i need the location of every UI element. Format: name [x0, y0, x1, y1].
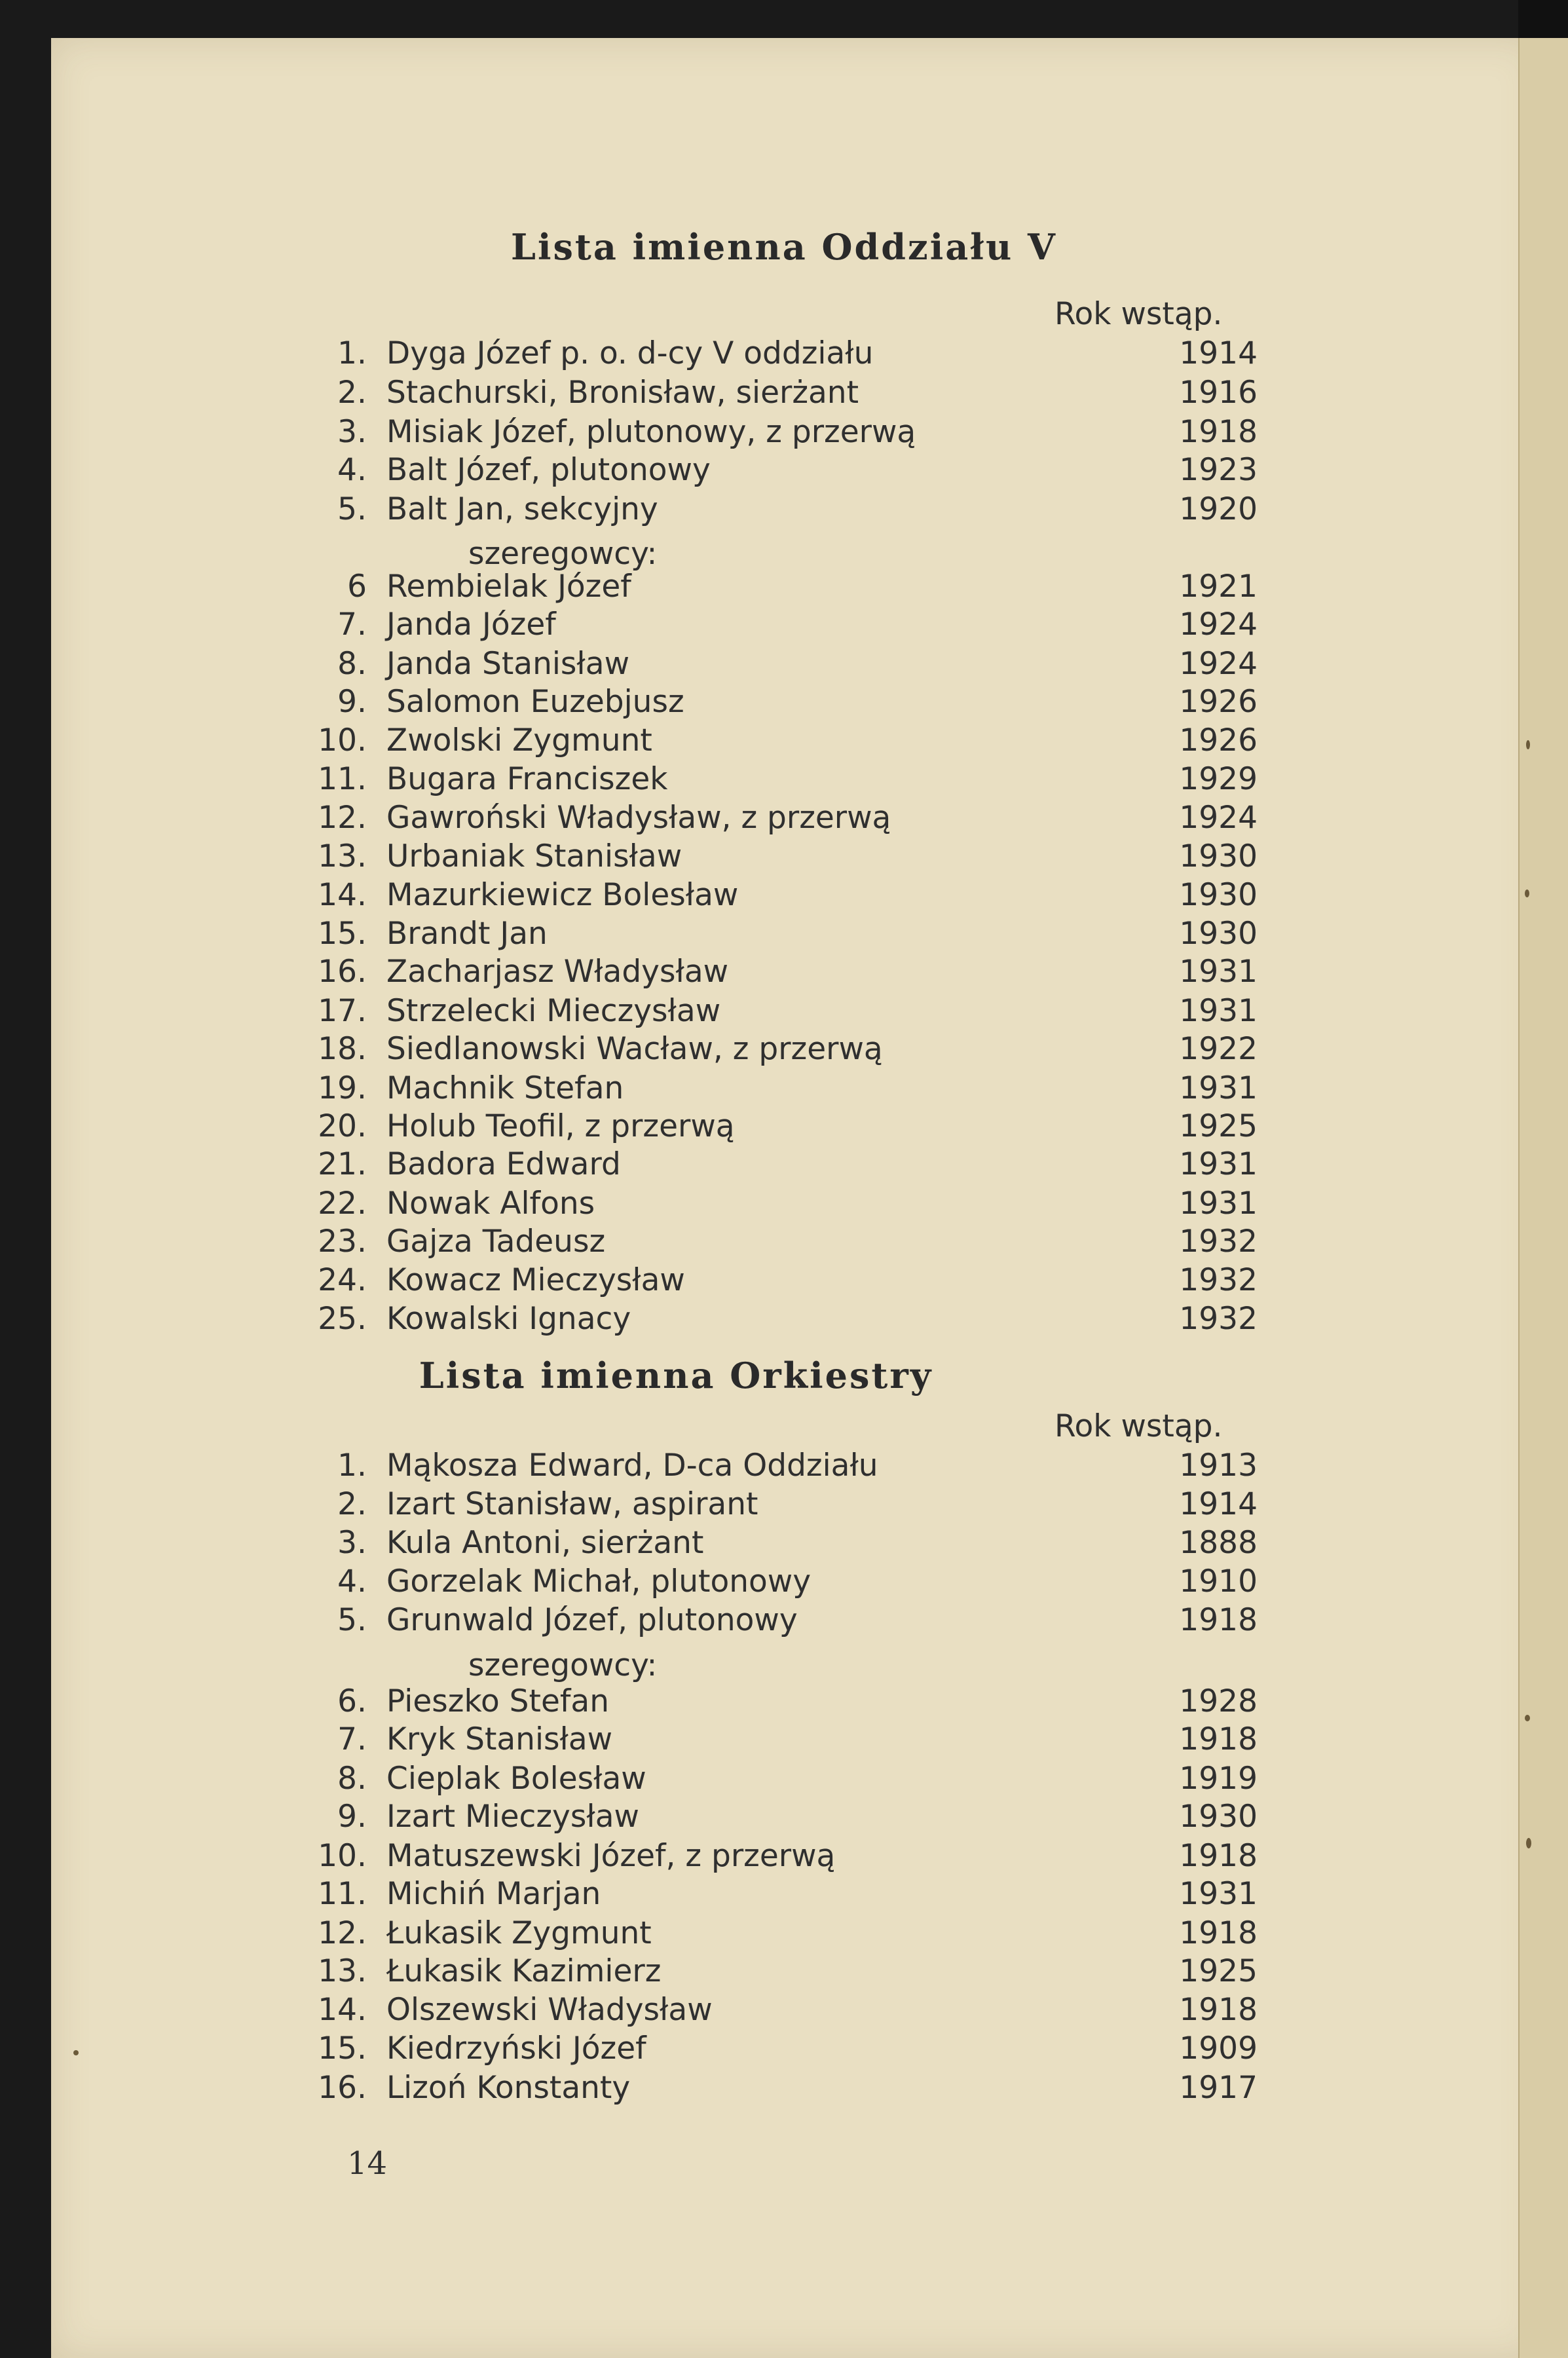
list-item — [288, 1992, 1258, 2030]
member-name: Gorzelak Michał, plutonowy — [386, 1563, 812, 1600]
member-name: Pieszko Stefan — [386, 1683, 609, 1719]
member-name: Janda Józef — [386, 607, 556, 643]
year-joined: 1926 — [1179, 684, 1258, 720]
item-number: 3. — [337, 414, 367, 450]
member-name: Janda Stanisław — [386, 646, 630, 682]
member-name: Kryk Stanisław — [386, 1721, 613, 1757]
item-number: 24. — [318, 1262, 367, 1298]
member-name: Kula Antoni, sierżant — [386, 1525, 704, 1561]
list-item — [288, 2030, 1258, 2069]
year-joined: 1931 — [1179, 1146, 1258, 1182]
item-number: 14. — [318, 1992, 367, 2028]
list-item — [288, 335, 1258, 374]
section1-subheading: szeregowcy: — [468, 536, 658, 572]
item-number: 2. — [337, 1486, 367, 1522]
list-item — [288, 761, 1258, 800]
year-joined: 1925 — [1179, 1108, 1258, 1144]
member-name: Nowak Alfons — [386, 1186, 595, 1222]
list-item — [288, 1602, 1258, 1641]
year-joined: 1909 — [1179, 2030, 1258, 2067]
item-number: 18. — [318, 1031, 367, 1067]
member-name: Grunwald Józef, plutonowy — [386, 1602, 798, 1638]
list-item — [288, 1486, 1258, 1525]
list-item — [288, 684, 1258, 722]
year-joined: 1914 — [1179, 1486, 1258, 1522]
year-joined: 1918 — [1179, 1915, 1258, 1951]
member-name: Bugara Franciszek — [386, 761, 668, 797]
list-item — [288, 1146, 1258, 1185]
item-number: 20. — [318, 1108, 367, 1144]
item-number: 15. — [318, 2030, 367, 2067]
scan-speck — [73, 2050, 79, 2055]
list-item — [288, 954, 1258, 992]
section2-year-header: Rok wstąp. — [1055, 1408, 1223, 1444]
member-name: Lizoń Konstanty — [386, 2070, 631, 2106]
list-item — [288, 1563, 1258, 1602]
list-item — [288, 414, 1258, 453]
member-name: Gajza Tadeusz — [386, 1224, 606, 1260]
item-number: 22. — [318, 1186, 367, 1222]
list-item — [288, 1224, 1258, 1262]
scan-speck — [1525, 889, 1529, 897]
scan-speck — [1525, 1715, 1530, 1721]
item-number: 5. — [337, 491, 367, 527]
year-joined: 1918 — [1179, 1838, 1258, 1874]
member-name: Strzelecki Mieczysław — [386, 993, 721, 1029]
item-number: 13. — [318, 1953, 367, 1989]
member-name: Zacharjasz Władysław — [386, 954, 729, 990]
scan-background — [1518, 0, 1568, 38]
list-item — [288, 569, 1258, 607]
item-number: 11. — [318, 761, 367, 797]
list-item — [288, 1070, 1258, 1109]
section2-title: Lista imienna Orkiestry — [419, 1355, 933, 1396]
list-item — [288, 1876, 1258, 1915]
member-name: Balt Józef, plutonowy — [386, 452, 711, 488]
year-joined: 1932 — [1179, 1262, 1258, 1298]
scan-speck — [1526, 740, 1530, 749]
list-item — [288, 1799, 1258, 1837]
year-joined: 1918 — [1179, 1602, 1258, 1638]
list-item — [288, 1448, 1258, 1486]
year-joined: 1930 — [1179, 877, 1258, 913]
year-joined: 1924 — [1179, 607, 1258, 643]
member-name: Rembielak Józef — [386, 569, 631, 605]
year-joined: 1888 — [1179, 1525, 1258, 1561]
list-item — [288, 646, 1258, 684]
list-item — [288, 491, 1258, 530]
list-item — [288, 452, 1258, 491]
list-item — [288, 1301, 1258, 1339]
year-joined: 1932 — [1179, 1224, 1258, 1260]
member-name: Łukasik Kazimierz — [386, 1953, 662, 1989]
item-number: 12. — [318, 800, 367, 836]
item-number: 10. — [318, 722, 367, 758]
member-name: Kowacz Mieczysław — [386, 1262, 685, 1298]
member-name: Balt Jan, sekcyjny — [386, 491, 658, 527]
item-number: 8. — [337, 646, 367, 682]
page-number: 14 — [347, 2145, 388, 2182]
year-joined: 1925 — [1179, 1953, 1258, 1989]
year-joined: 1930 — [1179, 838, 1258, 874]
item-number: 7. — [337, 1721, 367, 1757]
year-joined: 1922 — [1179, 1031, 1258, 1067]
year-joined: 1914 — [1179, 335, 1258, 371]
year-joined: 1931 — [1179, 1876, 1258, 1912]
item-number: 4. — [337, 1563, 367, 1600]
item-number: 8. — [337, 1761, 367, 1797]
item-number: 6 — [347, 569, 367, 605]
list-item — [288, 800, 1258, 838]
item-number: 21. — [318, 1146, 367, 1182]
item-number: 14. — [318, 877, 367, 913]
member-name: Stachurski, Bronisław, sierżant — [386, 375, 859, 411]
item-number: 6. — [337, 1683, 367, 1719]
list-item — [288, 2070, 1258, 2108]
list-item — [288, 1031, 1258, 1070]
member-name: Misiak Józef, plutonowy, z przerwą — [386, 414, 916, 450]
item-number: 11. — [318, 1876, 367, 1912]
year-joined: 1929 — [1179, 761, 1258, 797]
year-joined: 1931 — [1179, 993, 1258, 1029]
member-name: Łukasik Zygmunt — [386, 1915, 652, 1951]
item-number: 13. — [318, 838, 367, 874]
year-joined: 1920 — [1179, 491, 1258, 527]
member-name: Kiedrzyński Józef — [386, 2030, 646, 2067]
year-joined: 1918 — [1179, 1992, 1258, 2028]
member-name: Izart Stanisław, aspirant — [386, 1486, 758, 1522]
year-joined: 1921 — [1179, 569, 1258, 605]
list-item — [288, 722, 1258, 761]
year-joined: 1932 — [1179, 1301, 1258, 1337]
year-joined: 1928 — [1179, 1683, 1258, 1719]
year-joined: 1924 — [1179, 646, 1258, 682]
item-number: 3. — [337, 1525, 367, 1561]
list-item — [288, 1262, 1258, 1301]
item-number: 4. — [337, 452, 367, 488]
item-number: 1. — [337, 335, 367, 371]
year-joined: 1910 — [1179, 1563, 1258, 1600]
item-number: 7. — [337, 607, 367, 643]
member-name: Badora Edward — [386, 1146, 621, 1182]
list-item — [288, 607, 1258, 645]
list-item — [288, 1721, 1258, 1760]
item-number: 9. — [337, 684, 367, 720]
item-number: 10. — [318, 1838, 367, 1874]
member-name: Holub Teofil, z przerwą — [386, 1108, 735, 1144]
year-joined: 1931 — [1179, 1186, 1258, 1222]
item-number: 16. — [318, 954, 367, 990]
item-number: 12. — [318, 1915, 367, 1951]
year-joined: 1918 — [1179, 414, 1258, 450]
year-joined: 1930 — [1179, 916, 1258, 952]
member-name: Gawroński Władysław, z przerwą — [386, 800, 891, 836]
section1-year-header: Rok wstąp. — [1055, 296, 1223, 332]
item-number: 9. — [337, 1799, 367, 1835]
year-joined: 1919 — [1179, 1761, 1258, 1797]
item-number: 25. — [318, 1301, 367, 1337]
list-item — [288, 1186, 1258, 1224]
year-joined: 1918 — [1179, 1721, 1258, 1757]
year-joined: 1924 — [1179, 800, 1258, 836]
list-item — [288, 1525, 1258, 1563]
item-number: 15. — [318, 916, 367, 952]
member-name: Salomon Euzebjusz — [386, 684, 684, 720]
year-joined: 1926 — [1179, 722, 1258, 758]
member-name: Izart Mieczysław — [386, 1799, 639, 1835]
member-name: Cieplak Bolesław — [386, 1761, 646, 1797]
section2-subheading: szeregowcy: — [468, 1647, 658, 1683]
item-number: 16. — [318, 2070, 367, 2106]
member-name: Dyga Józef p. o. d-cy V oddziału — [386, 335, 874, 371]
scan-speck — [1526, 1838, 1531, 1848]
item-number: 2. — [337, 375, 367, 411]
member-name: Olszewski Władysław — [386, 1992, 713, 2028]
list-item — [288, 1108, 1258, 1147]
item-number: 5. — [337, 1602, 367, 1638]
section1-title: Lista imienna Oddziału V — [511, 226, 1057, 268]
year-joined: 1931 — [1179, 954, 1258, 990]
list-item — [288, 877, 1258, 916]
item-number: 17. — [318, 993, 367, 1029]
list-item — [288, 993, 1258, 1032]
item-number: 19. — [318, 1070, 367, 1106]
year-joined: 1916 — [1179, 375, 1258, 411]
list-item — [288, 1915, 1258, 1954]
member-name: Brandt Jan — [386, 916, 548, 952]
facing-page-edge — [1518, 38, 1568, 2358]
member-name: Mazurkiewicz Bolesław — [386, 877, 739, 913]
year-joined: 1931 — [1179, 1070, 1258, 1106]
year-joined: 1923 — [1179, 452, 1258, 488]
list-item — [288, 1683, 1258, 1722]
member-name: Siedlanowski Wacław, z przerwą — [386, 1031, 883, 1067]
item-number: 23. — [318, 1224, 367, 1260]
year-joined: 1913 — [1179, 1448, 1258, 1484]
list-item — [288, 1838, 1258, 1877]
member-name: Michiń Marjan — [386, 1876, 601, 1912]
year-joined: 1917 — [1179, 2070, 1258, 2106]
list-item — [288, 916, 1258, 954]
list-item — [288, 1953, 1258, 1992]
member-name: Matuszewski Józef, z przerwą — [386, 1838, 836, 1874]
item-number: 1. — [337, 1448, 367, 1484]
list-item — [288, 838, 1258, 877]
member-name: Zwolski Zygmunt — [386, 722, 652, 758]
list-item — [288, 375, 1258, 413]
list-item — [288, 1761, 1258, 1799]
member-name: Mąkosza Edward, D-ca Oddziału — [386, 1448, 878, 1484]
year-joined: 1930 — [1179, 1799, 1258, 1835]
member-name: Urbaniak Stanisław — [386, 838, 682, 874]
member-name: Machnik Stefan — [386, 1070, 624, 1106]
member-name: Kowalski Ignacy — [386, 1301, 631, 1337]
